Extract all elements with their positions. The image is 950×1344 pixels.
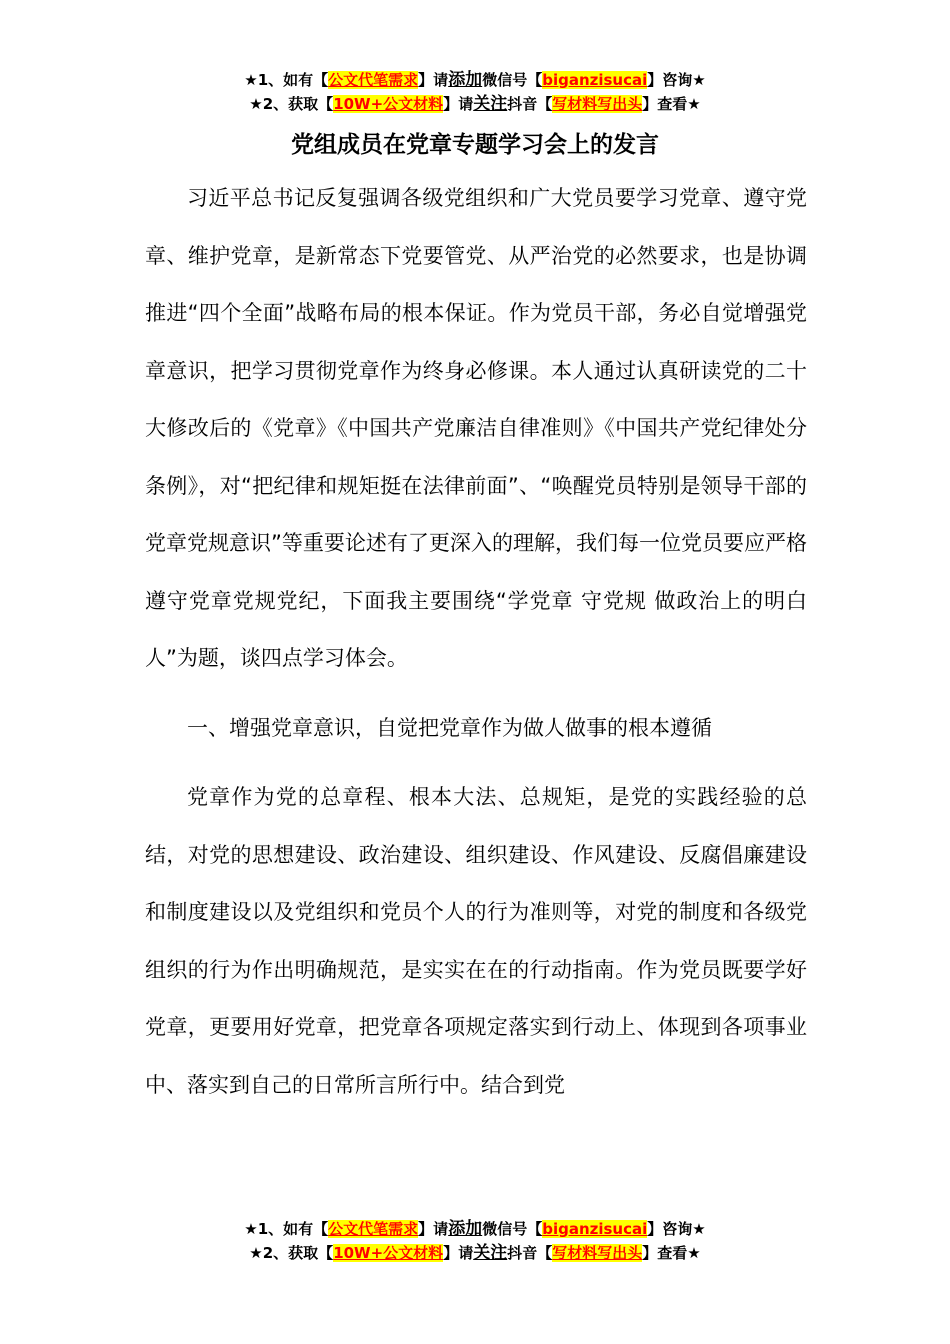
section-heading-1: 一、增强党章意识，自觉把党章作为做人做事的根本遵循	[187, 715, 712, 740]
footer-line1-prefix: ★1、如有【	[244, 1220, 329, 1238]
header-line1-suffix: 】咨询★	[647, 71, 706, 89]
document-body	[145, 170, 807, 1114]
footer-line1-highlight-service: 公文代笔需求	[328, 1220, 419, 1238]
footer-line1-mid1: 】请	[418, 1220, 449, 1238]
header-line2-emphasis: 关注	[473, 94, 508, 114]
footer-line2-mid1: 】请	[443, 1244, 474, 1262]
footer-line1-emphasis: 添加	[448, 1219, 483, 1239]
header-line2-mid2: 抖音【	[507, 95, 553, 113]
footer-banner-line-2	[0, 1241, 950, 1265]
footer-line2-mid2: 抖音【	[507, 1244, 553, 1262]
header-banner	[0, 68, 950, 116]
header-line2-suffix: 】查看★	[642, 95, 701, 113]
footer-line2-highlight-materials: 10W+公文材料	[333, 1244, 444, 1262]
footer-banner	[0, 1217, 950, 1265]
footer-line2-emphasis: 关注	[473, 1243, 508, 1263]
paragraph-intro: 习近平总书记反复强调各级党组织和广大党员要学习党章、遵守党章、维护党章，是新常态下党要管党、从严治党的必然要求，也是协调推进“四个全面”战略布局的根本保证。作为党员干部，务必自觉增强党章意识，把学习贯彻党章作为终身必修课。本人通过认真研读党的二十大修改后的《党章》《中国共产党廉洁自律准则》《中国共产党纪律处分条例》，对“把纪律和规矩挺在法律前面”、“唤醒党员特别是领导干部的党章党规意识”等重要论述有了更深入的理解，我们每一位党员要应严格遵守党章党规党纪，下面我主要围绕“学党章 守党规 做政治上的明白人”为题，谈四点学习体会。	[145, 186, 807, 670]
footer-line1-suffix: 】咨询★	[647, 1220, 706, 1238]
header-line2-prefix: ★2、获取【	[249, 95, 334, 113]
footer-line2-suffix: 】查看★	[642, 1244, 701, 1262]
footer-line2-prefix: ★2、获取【	[249, 1244, 334, 1262]
header-line2-highlight-douyin: 写材料写出头	[552, 95, 643, 113]
document-title: 党组成员在党章专题学习会上的发言	[291, 132, 659, 158]
header-banner-line-2	[0, 92, 950, 116]
header-line1-prefix: ★1、如有【	[244, 71, 329, 89]
header-line1-highlight-wechat: biganzisucai	[542, 71, 648, 89]
footer-banner-line-1	[0, 1217, 950, 1241]
footer-line1-mid2: 微信号【	[482, 1220, 543, 1238]
header-line1-highlight-service: 公文代笔需求	[328, 71, 419, 89]
header-line1-emphasis: 添加	[448, 70, 483, 90]
header-line2-mid1: 】请	[443, 95, 474, 113]
header-banner-line-1	[0, 68, 950, 92]
paragraph-section-1: 党章作为党的总章程、根本大法、总规矩，是党的实践经验的总结，对党的思想建设、政治建设、组织建设、作风建设、反腐倡廉建设和制度建设以及党组织和党员个人的行为准则等，对党的制度和各级党组织的行为作出明确规范，是实实在在的行动指南。作为党员既要学好党章，更要用好党章，把党章各项规定落实到行动上、体现到各项事业中、落实到自己的日常所言所行中。结合到党	[145, 785, 807, 1097]
header-line1-mid2: 微信号【	[482, 71, 543, 89]
footer-line1-highlight-wechat: biganzisucai	[542, 1220, 648, 1238]
footer-line2-highlight-douyin: 写材料写出头	[552, 1244, 643, 1262]
header-line2-highlight-materials: 10W+公文材料	[333, 95, 444, 113]
header-line1-mid1: 】请	[418, 71, 449, 89]
